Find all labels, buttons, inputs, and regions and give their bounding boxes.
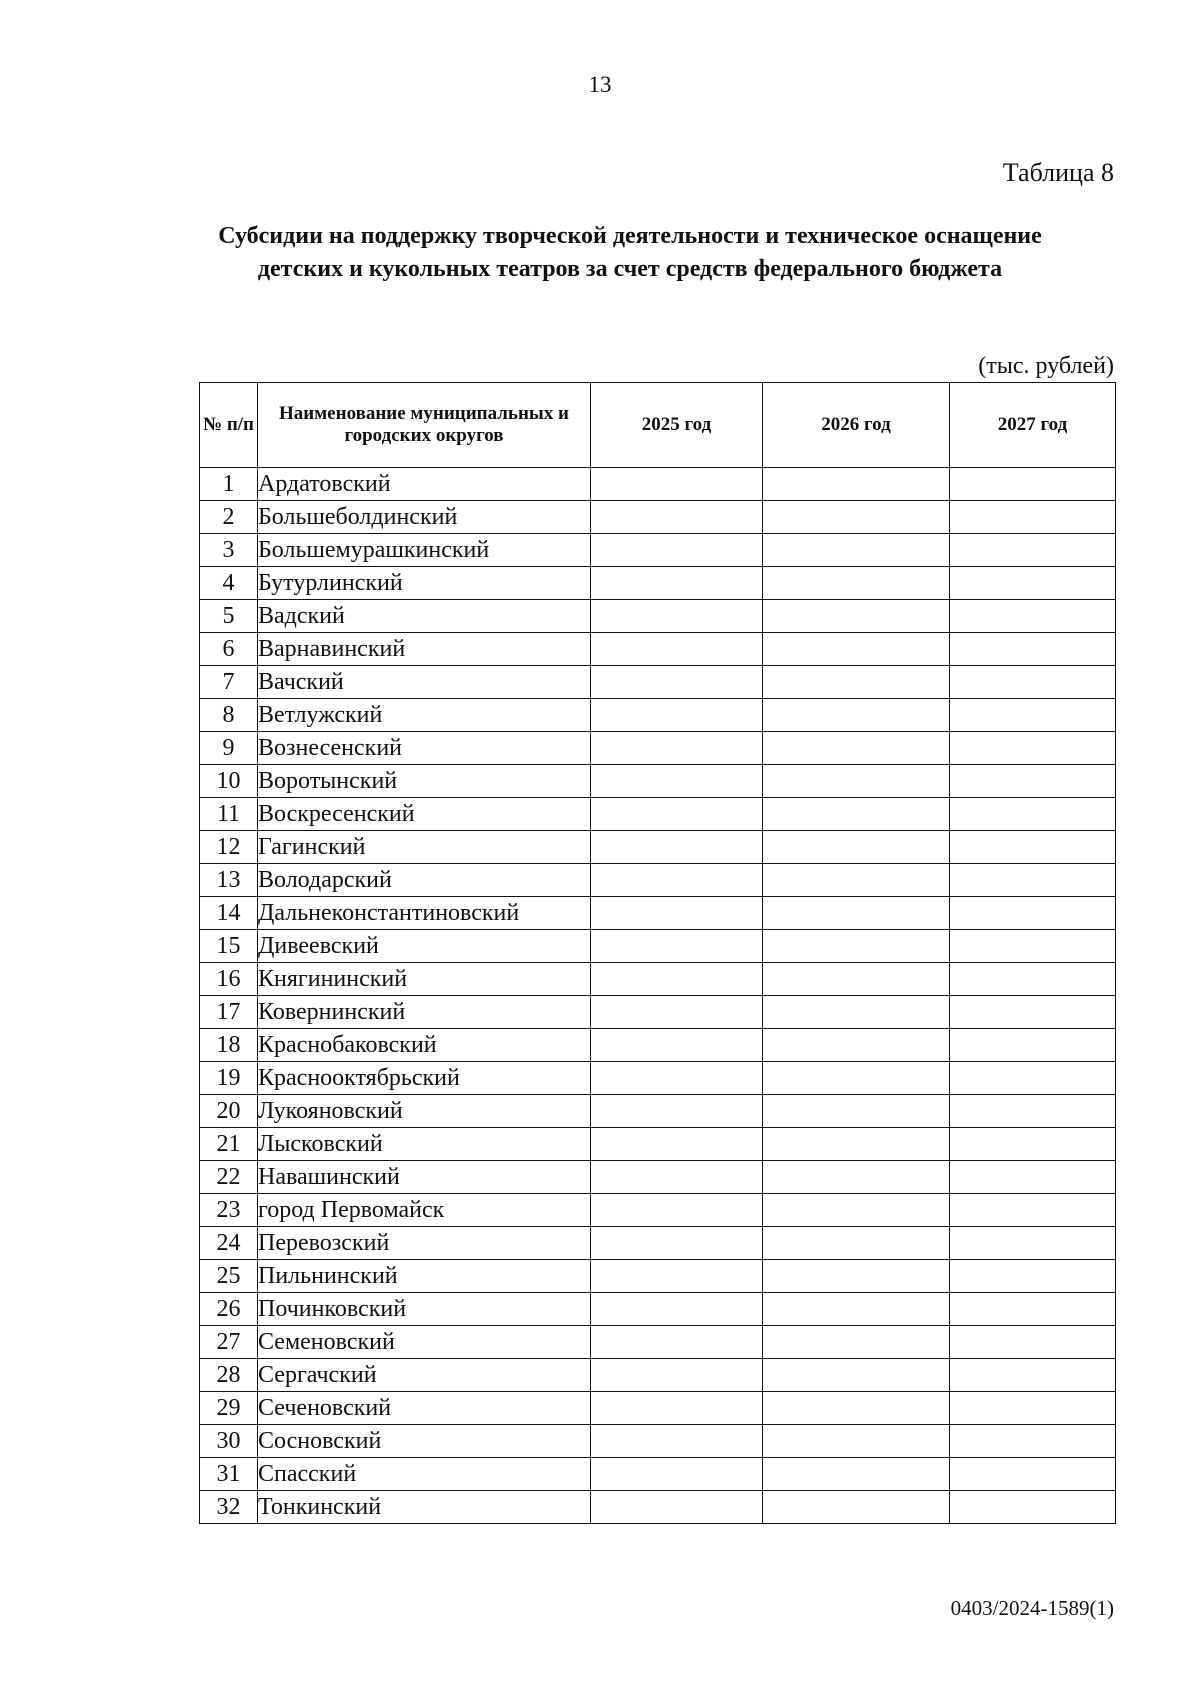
cell-2027: [950, 567, 1116, 600]
cell-2026: [763, 1359, 950, 1392]
cell-2026: [763, 930, 950, 963]
row-municipality-name: город Первомайск: [258, 1194, 591, 1227]
cell-2026: [763, 1095, 950, 1128]
subsidies-table: [199, 382, 1116, 1524]
cell-2027: [950, 1161, 1116, 1194]
row-municipality-name: Ветлужский: [258, 699, 591, 732]
row-municipality-name: Вадский: [258, 600, 591, 633]
row-number: 11: [200, 798, 258, 831]
row-municipality-name: Лукояновский: [258, 1095, 591, 1128]
cell-2027: [950, 1491, 1116, 1524]
cell-2025: [591, 468, 763, 501]
cell-2026: [763, 501, 950, 534]
table-row: [200, 732, 1116, 765]
table-row: [200, 897, 1116, 930]
cell-2027: [950, 1194, 1116, 1227]
page-number: 13: [588, 72, 612, 97]
row-municipality-name: Сергачский: [258, 1359, 591, 1392]
cell-2027: [950, 1029, 1116, 1062]
cell-2026: [763, 1491, 950, 1524]
table-row: [200, 1161, 1116, 1194]
table-row: [200, 996, 1116, 1029]
cell-2025: [591, 798, 763, 831]
cell-2027: [950, 1326, 1116, 1359]
cell-2026: [763, 633, 950, 666]
row-number: 21: [200, 1128, 258, 1161]
row-municipality-name: Воскресенский: [258, 798, 591, 831]
row-municipality-name: Бутурлинский: [258, 567, 591, 600]
header-2026: 2026 год: [763, 383, 950, 468]
cell-2026: [763, 699, 950, 732]
cell-2025: [591, 1062, 763, 1095]
cell-2027: [950, 765, 1116, 798]
cell-2027: [950, 468, 1116, 501]
cell-2025: [591, 534, 763, 567]
cell-2027: [950, 1260, 1116, 1293]
table-row: [200, 1425, 1116, 1458]
row-municipality-name: Краснооктябрьский: [258, 1062, 591, 1095]
cell-2026: [763, 1062, 950, 1095]
cell-2025: [591, 765, 763, 798]
header-number: № п/п: [200, 383, 258, 468]
cell-2026: [763, 468, 950, 501]
cell-2025: [591, 930, 763, 963]
cell-2025: [591, 699, 763, 732]
cell-2027: [950, 831, 1116, 864]
cell-2025: [591, 1293, 763, 1326]
table-body: [200, 468, 1116, 1524]
row-municipality-name: Варнавинский: [258, 633, 591, 666]
row-municipality-name: Дивеевский: [258, 930, 591, 963]
cell-2027: [950, 798, 1116, 831]
cell-2026: [763, 765, 950, 798]
cell-2027: [950, 930, 1116, 963]
cell-2026: [763, 1392, 950, 1425]
row-number: 3: [200, 534, 258, 567]
row-municipality-name: Вознесенский: [258, 732, 591, 765]
table-row: [200, 831, 1116, 864]
cell-2025: [591, 1194, 763, 1227]
row-municipality-name: Большеболдинский: [258, 501, 591, 534]
row-municipality-name: Володарский: [258, 864, 591, 897]
cell-2025: [591, 1359, 763, 1392]
cell-2026: [763, 864, 950, 897]
row-number: 1: [200, 468, 258, 501]
row-number: 18: [200, 1029, 258, 1062]
table-row: [200, 1062, 1116, 1095]
cell-2027: [950, 1359, 1116, 1392]
row-number: 6: [200, 633, 258, 666]
table-label: Таблица 8: [1002, 158, 1114, 187]
row-municipality-name: Починковский: [258, 1293, 591, 1326]
cell-2026: [763, 666, 950, 699]
cell-2026: [763, 534, 950, 567]
cell-2026: [763, 996, 950, 1029]
table-row: [200, 1491, 1116, 1524]
table-row: [200, 600, 1116, 633]
cell-2027: [950, 534, 1116, 567]
row-municipality-name: Сосновский: [258, 1425, 591, 1458]
cell-2026: [763, 567, 950, 600]
cell-2026: [763, 1161, 950, 1194]
cell-2026: [763, 1260, 950, 1293]
table-row: [200, 963, 1116, 996]
document-code: 0403/2024-1589(1): [950, 1596, 1114, 1620]
table-row: [200, 468, 1116, 501]
row-number: 10: [200, 765, 258, 798]
cell-2027: [950, 1062, 1116, 1095]
row-number: 7: [200, 666, 258, 699]
cell-2027: [950, 963, 1116, 996]
cell-2027: [950, 1227, 1116, 1260]
cell-2025: [591, 666, 763, 699]
cell-2025: [591, 1095, 763, 1128]
table-row: [200, 1458, 1116, 1491]
row-municipality-name: Ардатовский: [258, 468, 591, 501]
row-municipality-name: Навашинский: [258, 1161, 591, 1194]
document-title: Субсидии на поддержку творческой деятельности и техническое оснащение детских и кукольных театров за счет средств федерального бюджета: [218, 223, 1042, 282]
cell-2027: [950, 864, 1116, 897]
cell-2026: [763, 732, 950, 765]
row-municipality-name: Тонкинский: [258, 1491, 591, 1524]
cell-2027: [950, 699, 1116, 732]
row-municipality-name: Гагинский: [258, 831, 591, 864]
cell-2025: [591, 1029, 763, 1062]
table-row: [200, 1260, 1116, 1293]
table-row: [200, 1392, 1116, 1425]
cell-2025: [591, 600, 763, 633]
cell-2026: [763, 1128, 950, 1161]
cell-2026: [763, 1425, 950, 1458]
table-row: [200, 501, 1116, 534]
cell-2027: [950, 501, 1116, 534]
row-number: 9: [200, 732, 258, 765]
row-number: 28: [200, 1359, 258, 1392]
table-row: [200, 567, 1116, 600]
table-row: [200, 633, 1116, 666]
cell-2027: [950, 996, 1116, 1029]
row-number: 8: [200, 699, 258, 732]
cell-2025: [591, 501, 763, 534]
row-number: 14: [200, 897, 258, 930]
row-number: 2: [200, 501, 258, 534]
cell-2025: [591, 633, 763, 666]
row-municipality-name: Пильнинский: [258, 1260, 591, 1293]
cell-2025: [591, 1425, 763, 1458]
row-number: 20: [200, 1095, 258, 1128]
row-municipality-name: Спасский: [258, 1458, 591, 1491]
cell-2025: [591, 864, 763, 897]
cell-2027: [950, 1392, 1116, 1425]
cell-2027: [950, 1293, 1116, 1326]
cell-2025: [591, 732, 763, 765]
cell-2025: [591, 1128, 763, 1161]
row-number: 26: [200, 1293, 258, 1326]
cell-2026: [763, 963, 950, 996]
cell-2027: [950, 732, 1116, 765]
header-2025: 2025 год: [591, 383, 763, 468]
cell-2027: [950, 1128, 1116, 1161]
row-number: 23: [200, 1194, 258, 1227]
cell-2026: [763, 897, 950, 930]
row-municipality-name: Воротынский: [258, 765, 591, 798]
row-number: 13: [200, 864, 258, 897]
row-number: 29: [200, 1392, 258, 1425]
cell-2026: [763, 1458, 950, 1491]
row-number: 22: [200, 1161, 258, 1194]
cell-2027: [950, 897, 1116, 930]
row-number: 17: [200, 996, 258, 1029]
table-row: [200, 1326, 1116, 1359]
cell-2025: [591, 1458, 763, 1491]
row-municipality-name: Краснобаковский: [258, 1029, 591, 1062]
cell-2027: [950, 1458, 1116, 1491]
row-number: 15: [200, 930, 258, 963]
units-note: (тыс. рублей): [978, 353, 1114, 379]
row-municipality-name: Дальнеконстантиновский: [258, 897, 591, 930]
cell-2025: [591, 567, 763, 600]
table-row: [200, 1293, 1116, 1326]
cell-2026: [763, 1227, 950, 1260]
cell-2025: [591, 996, 763, 1029]
table-row: [200, 1095, 1116, 1128]
row-municipality-name: Ковернинский: [258, 996, 591, 1029]
header-name: Наименование муниципальных и городских округов: [258, 383, 591, 468]
row-municipality-name: Перевозский: [258, 1227, 591, 1260]
row-municipality-name: Лысковский: [258, 1128, 591, 1161]
cell-2026: [763, 1326, 950, 1359]
row-number: 5: [200, 600, 258, 633]
table-row: [200, 1359, 1116, 1392]
table-row: [200, 666, 1116, 699]
cell-2027: [950, 633, 1116, 666]
cell-2025: [591, 1260, 763, 1293]
cell-2027: [950, 600, 1116, 633]
cell-2027: [950, 666, 1116, 699]
row-number: 4: [200, 567, 258, 600]
table-row: [200, 1194, 1116, 1227]
cell-2026: [763, 831, 950, 864]
cell-2026: [763, 600, 950, 633]
table-row: [200, 1029, 1116, 1062]
table-row: [200, 699, 1116, 732]
table-row: [200, 864, 1116, 897]
row-number: 25: [200, 1260, 258, 1293]
table-row: [200, 930, 1116, 963]
row-municipality-name: Сеченовский: [258, 1392, 591, 1425]
row-number: 32: [200, 1491, 258, 1524]
table-row: [200, 1128, 1116, 1161]
cell-2025: [591, 897, 763, 930]
row-number: 30: [200, 1425, 258, 1458]
cell-2025: [591, 1326, 763, 1359]
cell-2025: [591, 1227, 763, 1260]
row-number: 31: [200, 1458, 258, 1491]
header-row: [200, 383, 1116, 468]
row-municipality-name: Княгининский: [258, 963, 591, 996]
cell-2026: [763, 798, 950, 831]
row-number: 19: [200, 1062, 258, 1095]
row-municipality-name: Вачский: [258, 666, 591, 699]
table-row: [200, 765, 1116, 798]
header-2027: 2027 год: [950, 383, 1116, 468]
table-row: [200, 798, 1116, 831]
cell-2026: [763, 1194, 950, 1227]
cell-2025: [591, 963, 763, 996]
row-number: 12: [200, 831, 258, 864]
row-number: 24: [200, 1227, 258, 1260]
cell-2027: [950, 1095, 1116, 1128]
cell-2027: [950, 1425, 1116, 1458]
row-number: 27: [200, 1326, 258, 1359]
cell-2025: [591, 831, 763, 864]
cell-2026: [763, 1293, 950, 1326]
row-municipality-name: Семеновский: [258, 1326, 591, 1359]
row-number: 16: [200, 963, 258, 996]
table-row: [200, 1227, 1116, 1260]
cell-2025: [591, 1491, 763, 1524]
table-row: [200, 534, 1116, 567]
cell-2025: [591, 1161, 763, 1194]
row-municipality-name: Большемурашкинский: [258, 534, 591, 567]
cell-2025: [591, 1392, 763, 1425]
cell-2026: [763, 1029, 950, 1062]
